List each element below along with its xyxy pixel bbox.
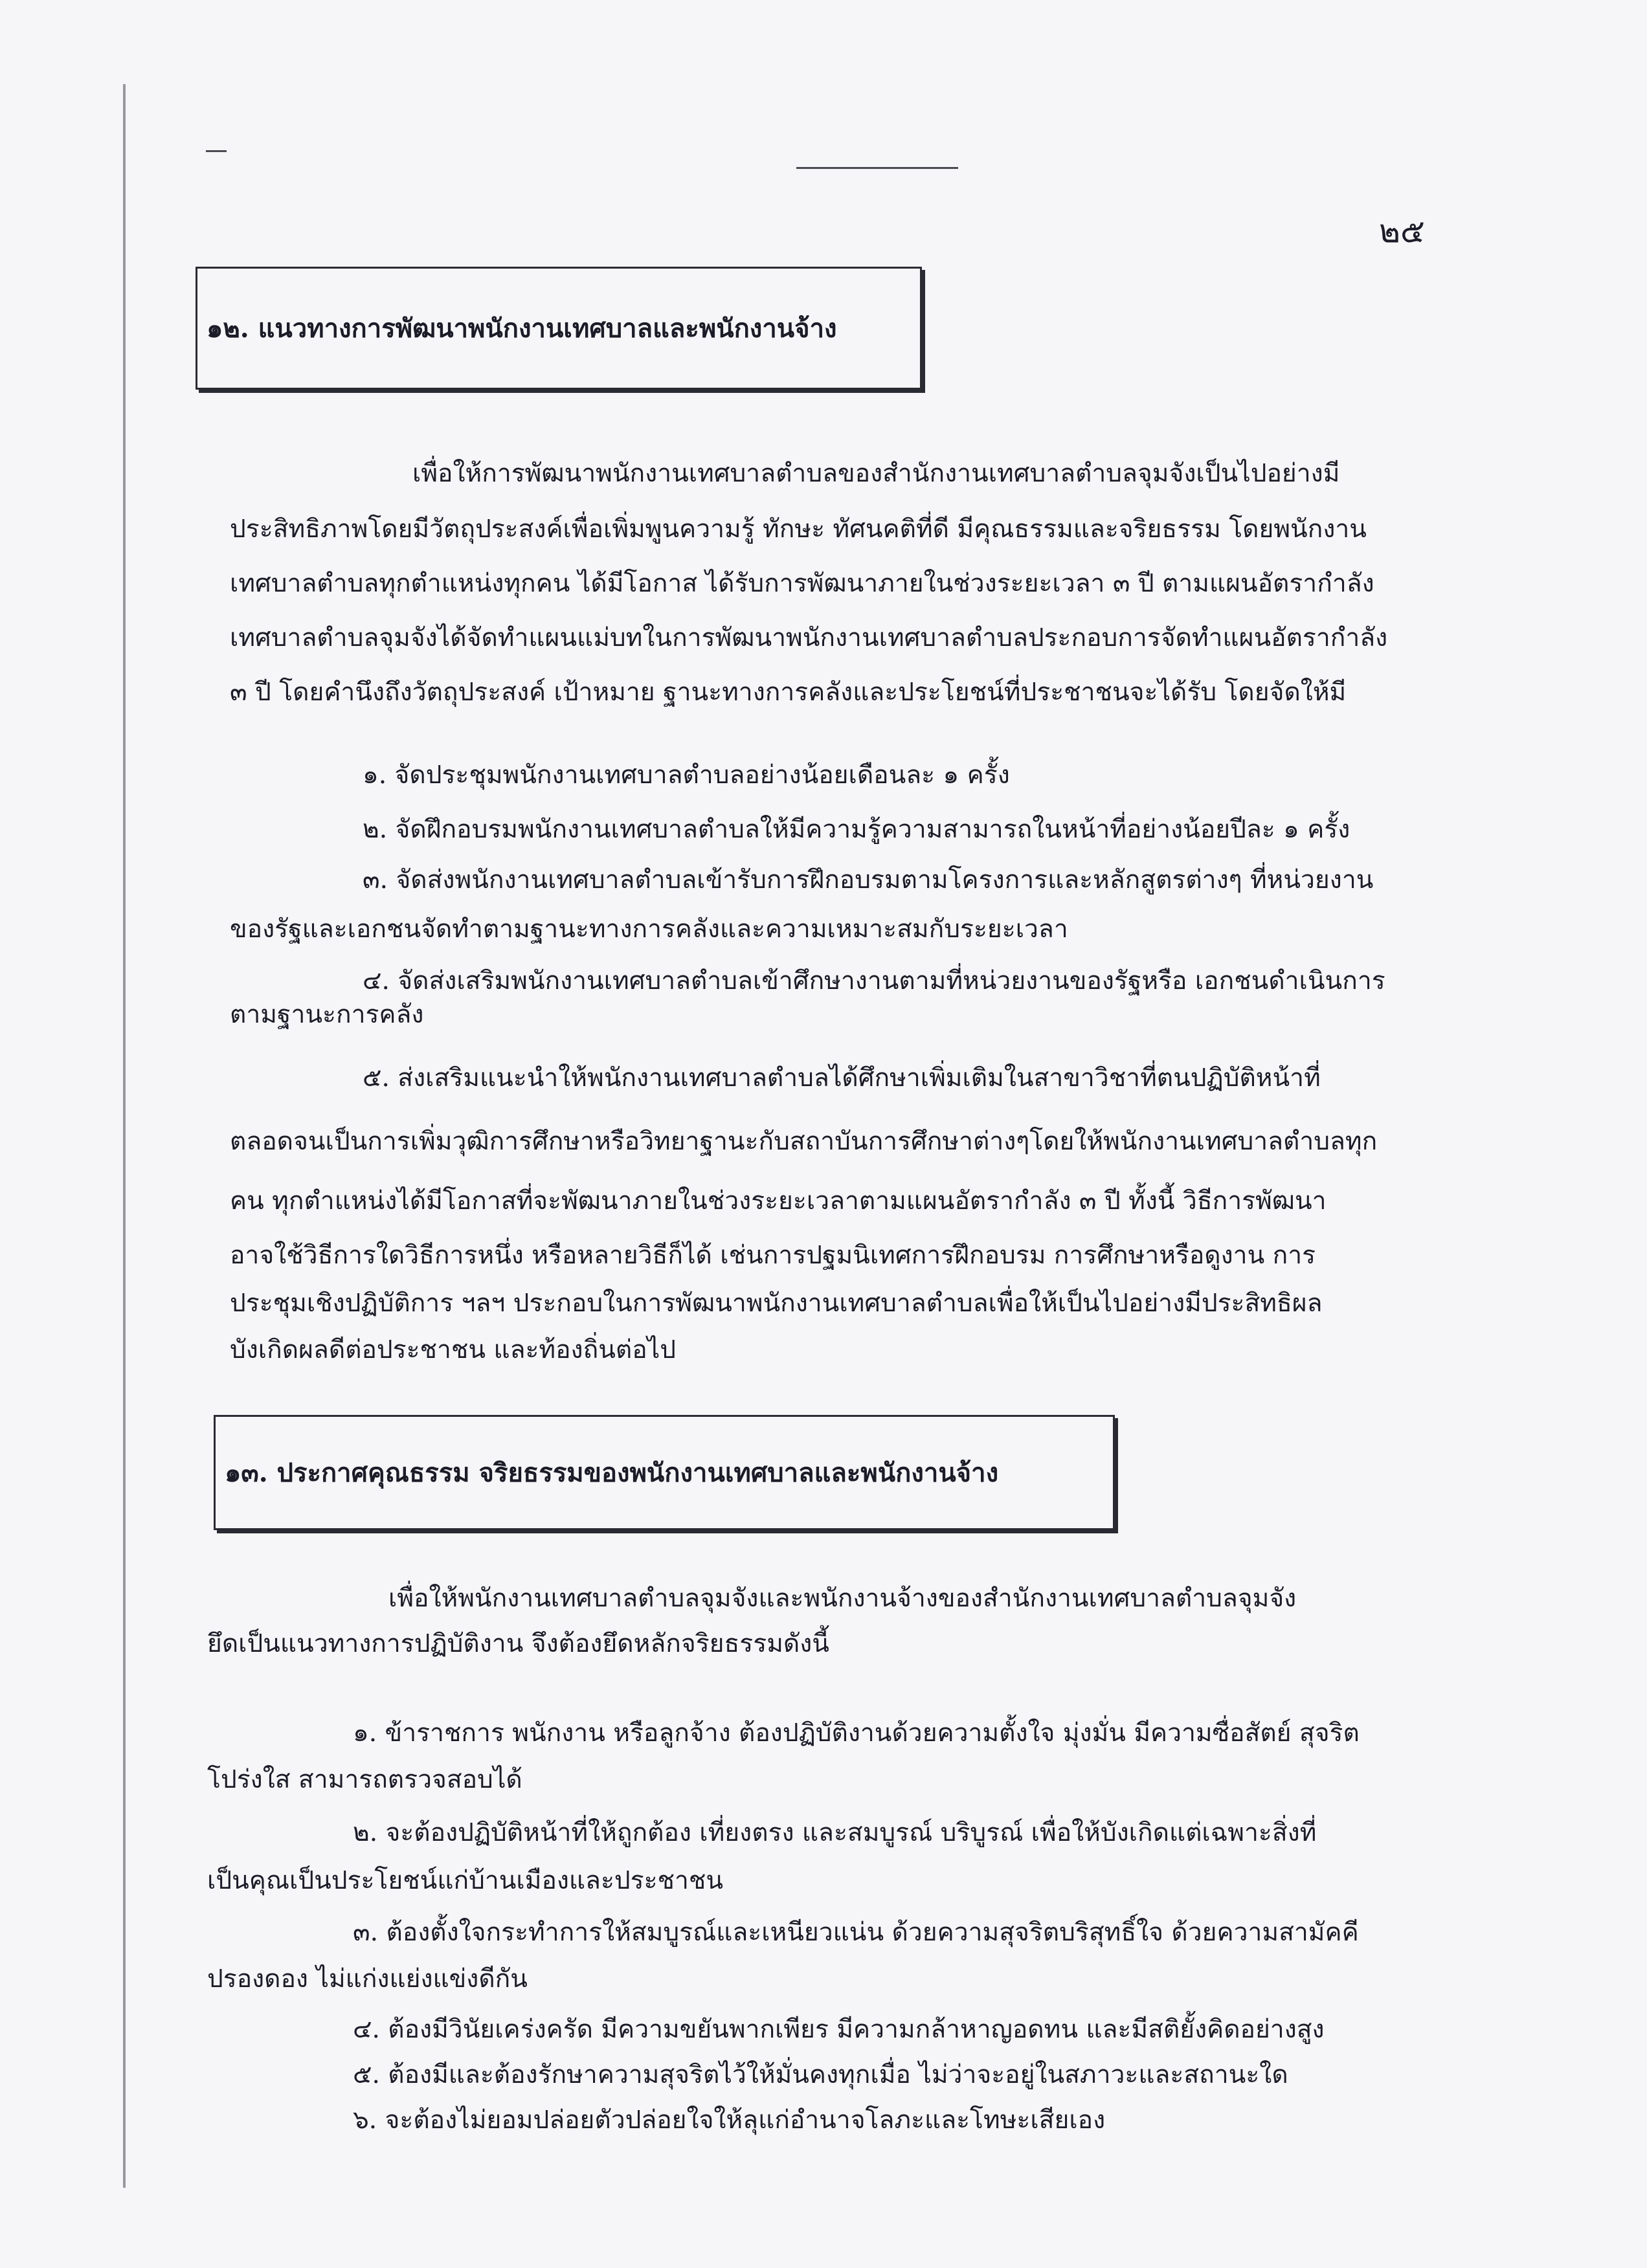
- section-12-intro-line: เทศบาลตำบลทุกตำแหน่งทุกคน ได้มีโอกาส ได้รับการพัฒนาภายในช่วงระยะเวลา ๓ ปี ตามแผนอัตรากำลัง: [230, 569, 1374, 598]
- section-13-list-item: ปรองดอง ไม่แก่งแย่งแข่งดีกัน: [207, 1964, 528, 1994]
- section-13-intro-line: ยึดเป็นแนวทางการปฏิบัติงาน จึงต้องยึดหลักจริยธรรมดังนี้: [207, 1629, 829, 1658]
- section-12-list-item: ประชุมเชิงปฏิบัติการ ฯลฯ ประกอบในการพัฒนาพนักงานเทศบาลตำบลเพื่อให้เป็นไปอย่างมีประสิทธิผล: [230, 1289, 1323, 1318]
- section-13-list-item: ๒. จะต้องปฏิบัติหน้าที่ให้ถูกต้อง เที่ยงตรง และสมบูรณ์ บริบูรณ์ เพื่อให้บังเกิดแต่เฉพาะสิ่งที่: [353, 1818, 1317, 1847]
- section-12-intro-line: เทศบาลตำบลจุมจังได้จัดทำแผนแม่บทในการพัฒนาพนักงานเทศบาลตำบลประกอบการจัดทำแผนอัตรากำลัง: [230, 623, 1388, 652]
- scan-mark-top-left: [206, 150, 227, 152]
- scan-mark-top-center: [796, 167, 958, 169]
- section-12-heading-box: [196, 267, 922, 390]
- section-13-list-item: ๕. ต้องมีและต้องรักษาความสุจริตไว้ให้มั่นคงทุกเมื่อ ไม่ว่าจะอยู่ในสภาวะและสถานะใด: [353, 2060, 1288, 2089]
- section-12-list-item: ตามฐานะการคลัง: [230, 1000, 424, 1029]
- section-12-list-item: ๑. จัดประชุมพนักงานเทศบาลตำบลอย่างน้อยเดือนละ ๑ ครั้ง: [363, 761, 1010, 790]
- page-number: ๒๕: [1379, 212, 1425, 250]
- section-12-list-item: อาจใช้วิธีการใดวิธีการหนึ่ง หรือหลายวิธีก็ได้ เช่นการปฐมนิเทศการฝึกอบรม การศึกษาหรือดูงาน การ: [230, 1241, 1316, 1270]
- section-12-list-item: บังเกิดผลดีต่อประชาชน และท้องถิ่นต่อไป: [230, 1335, 676, 1364]
- section-12-intro-line: เพื่อให้การพัฒนาพนักงานเทศบาลตำบลของสำนักงานเทศบาลตำบลจุมจังเป็นไปอย่างมี: [412, 459, 1340, 488]
- section-13-heading: ๑๓. ประกาศคุณธรรม จริยธรรมของพนักงานเทศบาลและพนักงานจ้าง: [225, 1458, 999, 1488]
- section-13-list-item: ๑. ข้าราชการ พนักงาน หรือลูกจ้าง ต้องปฏิบัติงานด้วยความตั้งใจ มุ่งมั่น มีความซื่อสัตย์ สุจริต: [353, 1718, 1360, 1748]
- section-13-list-item: ๖. จะต้องไม่ยอมปล่อยตัวปล่อยใจให้ลุแก่อำนาจโลภะและโทษะเสียเอง: [353, 2106, 1106, 2135]
- section-12-heading: ๑๒. แนวทางการพัฒนาพนักงานเทศบาลและพนักงานจ้าง: [207, 313, 837, 344]
- section-12-list-item: คน ทุกตำแหน่งได้มีโอกาสที่จะพัฒนาภายในช่วงระยะเวลาตามแผนอัตรากำลัง ๓ ปี ทั้งนี้ วิธีการพัฒนา: [230, 1186, 1327, 1216]
- section-13-list-item: เป็นคุณเป็นประโยชน์แก่บ้านเมืองและประชาชน: [207, 1866, 724, 1895]
- section-13-list-item: ๔. ต้องมีวินัยเคร่งครัด มีความขยันพากเพียร มีความกล้าหาญอดทน และมีสติยั้งคิดอย่างสูง: [353, 2015, 1325, 2044]
- section-13-intro-line: เพื่อให้พนักงานเทศบาลตำบลจุมจังและพนักงานจ้างของสำนักงานเทศบาลตำบลจุมจัง: [388, 1584, 1297, 1613]
- section-12-list-item: ๕. ส่งเสริมแนะนำให้พนักงานเทศบาลตำบลได้ศึกษาเพิ่มเติมในสาขาวิชาที่ตนปฏิบัติหน้าที่: [363, 1063, 1321, 1093]
- section-12-intro-line: ประสิทธิภาพโดยมีวัตถุประสงค์เพื่อเพิ่มพูนความรู้ ทักษะ ทัศนคติที่ดี มีคุณธรรมและจริยธรรม โดยพนักงาน: [230, 515, 1367, 544]
- section-12-list-item: ของรัฐและเอกชนจัดทำตามฐานะทางการคลังและความเหมาะสมกับระยะเวลา: [230, 915, 1068, 944]
- section-13-list-item: โปร่งใส สามารถตรวจสอบได้: [207, 1765, 522, 1794]
- section-12-list-item: ตลอดจนเป็นการเพิ่มวุฒิการศึกษาหรือวิทยาฐานะกับสถาบันการศึกษาต่างๆโดยให้พนักงานเทศบาลตำบลทุก: [230, 1127, 1378, 1156]
- section-12-list-item: ๒. จัดฝึกอบรมพนักงานเทศบาลตำบลให้มีความรู้ความสามารถในหน้าที่อย่างน้อยปีละ ๑ ครั้ง: [363, 815, 1350, 844]
- section-13-heading-box: [214, 1415, 1115, 1530]
- section-12-intro-line: ๓ ปี โดยคำนึงถึงวัตถุประสงค์ เป้าหมาย ฐานะทางการคลังและประโยชน์ที่ประชาชนจะได้รับ โดยจัดให้มี: [230, 678, 1347, 707]
- section-12-list-item: ๔. จัดส่งเสริมพนักงานเทศบาลตำบลเข้าศึกษางานตามที่หน่วยงานของรัฐหรือ เอกชนดำเนินการ: [363, 966, 1385, 995]
- scan-margin-line: [123, 84, 126, 2188]
- section-13-list-item: ๓. ต้องตั้งใจกระทำการให้สมบูรณ์และเหนียวแน่น ด้วยความสุจริตบริสุทธิ์ใจ ด้วยความสามัคคี: [353, 1918, 1359, 1947]
- section-12-list-item: ๓. จัดส่งพนักงานเทศบาลตำบลเข้ารับการฝึกอบรมตามโครงการและหลักสูตรต่างๆ ที่หน่วยงาน: [363, 865, 1374, 895]
